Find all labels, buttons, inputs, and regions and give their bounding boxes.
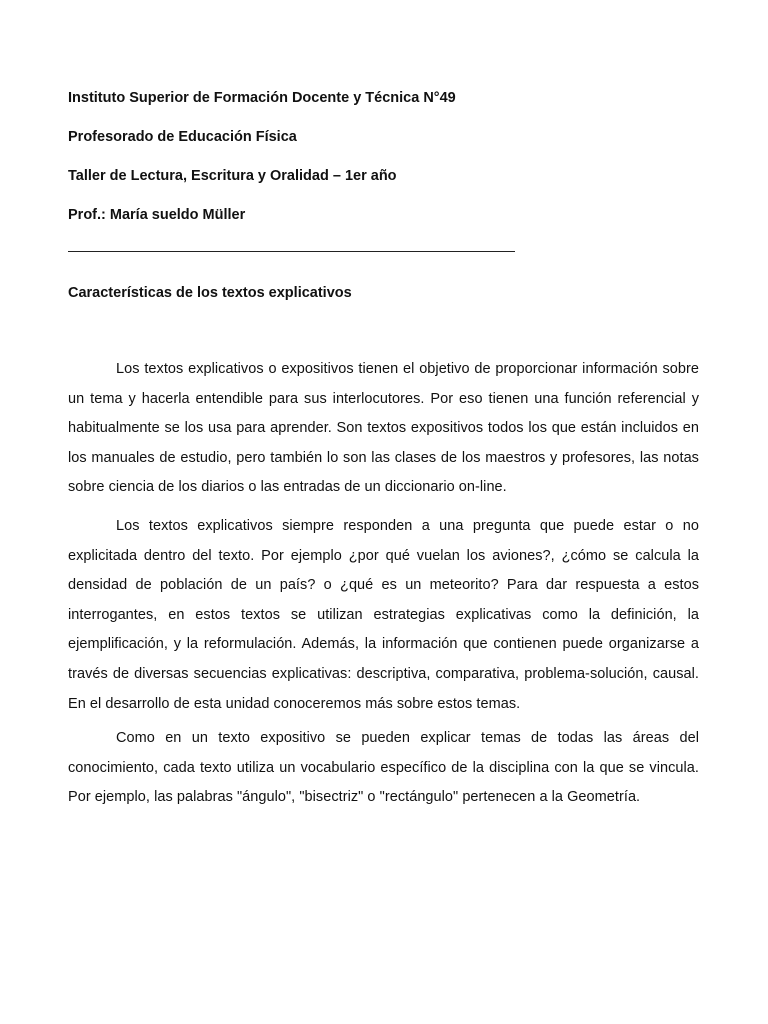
header-divider — [68, 251, 515, 252]
section-title: Características de los textos explicativos — [68, 285, 352, 301]
program-name: Profesorado de Educación Física — [68, 129, 297, 145]
professor-name: Prof.: María sueldo Müller — [68, 207, 246, 223]
course-name: Taller de Lectura, Escritura y Oralidad – 1er año — [68, 168, 397, 184]
body-paragraph-1: Los textos explicativos o expositivos tienen el objetivo de proporcionar información sobre un tema y hacerla entendible para sus interlocutores. Por eso tienen una función referencial y habitualmente se los usa para aprender. Son textos expositivos todos los que están incluidos en los manuales de estudio, pero también lo son las clases de los maestros y profesores, las notas sobre ciencia de los diarios o las entradas de un diccionario on-line. — [68, 361, 699, 496]
body-paragraph-2: Los textos explicativos siempre responden a una pregunta que puede estar o no explicitada dentro del texto. Por ejemplo ¿por qué vuelan los aviones?, ¿cómo se calcula la densidad de población de un país? o ¿qué es un meteorito? Para dar respuesta a estos interrogantes, en estos textos se utilizan estrategias explicativas como la definición, la ejemplificación, y la reformulación. Además, la información que contienen puede organizarse a través de diversas secuencias explicativas: descriptiva, comparativa, problema-solución, causal. En el desarrollo de esta unidad conoceremos más sobre estos temas. — [68, 518, 699, 712]
institution-name: Instituto Superior de Formación Docente y Técnica N°49 — [68, 90, 456, 106]
body-paragraph-3: Como en un texto expositivo se pueden explicar temas de todas las áreas del conocimiento, cada texto utiliza un vocabulario específico de la disciplina con la que se vincula. Por ejemplo, las palabras "ángulo", "bisectriz" o "rectángulo" pertenecen a la Geometría. — [68, 730, 699, 806]
